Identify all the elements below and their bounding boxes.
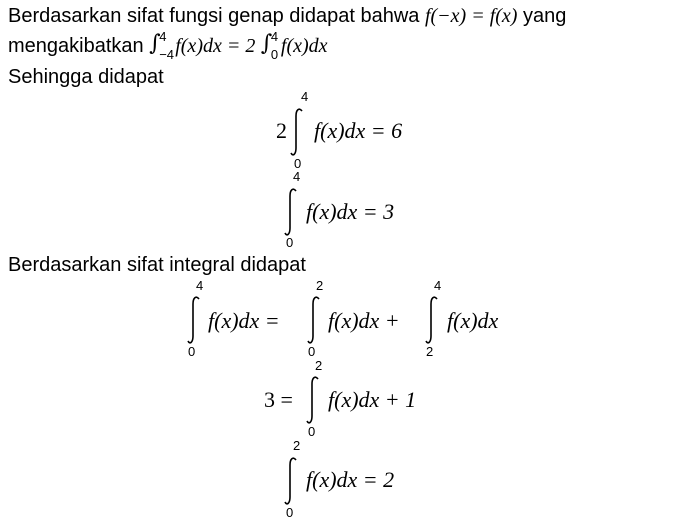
integral-upper-limit: 2 — [316, 278, 324, 293]
integral-lower-limit: 0 — [286, 505, 294, 520]
integral-lower-limit: 0 — [188, 344, 196, 359]
text-line-2 — [8, 29, 328, 62]
inline-integral-1 — [149, 29, 175, 62]
integral-lower-limit: 0 — [308, 424, 316, 439]
integrand-expression: f(x)dx = 2 — [175, 35, 256, 57]
integrand-expression: f(x)dx = 6 — [314, 118, 403, 143]
integral-upper-limit: 4 — [301, 89, 309, 104]
integrand-expression: f(x)dx — [280, 35, 328, 57]
integral-sign-icon — [306, 376, 320, 424]
integral-sign-icon: ∫ — [260, 31, 273, 56]
integrand-expression: f(x)dx + 1 — [328, 387, 417, 412]
integral-sign-icon: ∫ — [149, 31, 161, 56]
integrand-expression: f(x)dx — [447, 308, 499, 333]
integral-upper-limit: 4 — [293, 169, 301, 184]
integrand-expression: f(x)dx + — [328, 308, 400, 333]
sentence-yang: yang — [523, 5, 567, 27]
integral-sign-icon — [284, 457, 298, 505]
sentence-sifat-integral: Berdasarkan sifat integral didapat — [8, 254, 306, 276]
integral-lower-limit: 0 — [294, 156, 302, 171]
integral-sign-icon — [187, 296, 201, 344]
integral-upper-limit: 4 — [434, 278, 442, 293]
integral-lower-limit: 0 — [286, 235, 294, 250]
integral-upper-limit: 4 — [196, 278, 204, 293]
integral-lower-limit: 0 — [308, 344, 316, 359]
integral-sign-icon — [425, 296, 439, 344]
text-line-3 — [8, 65, 164, 89]
sentence-mengakibatkan: mengakibatkan — [8, 35, 144, 57]
text-line-4 — [8, 253, 306, 277]
integrand-expression: f(x)dx = 3 — [306, 199, 395, 224]
text-line-1 — [8, 4, 566, 28]
integral-upper-limit: 2 — [315, 358, 323, 373]
integral-upper-limit: 4 — [159, 29, 167, 44]
sentence-fungsi-genap: Berdasarkan sifat fungsi genap didapat bahwa — [8, 5, 420, 27]
integral-sign-icon — [284, 188, 298, 236]
integral-sign-icon — [307, 296, 321, 344]
integrand-expression: f(x)dx = — [208, 308, 280, 333]
integral-lower-limit: 0 — [270, 47, 279, 62]
inline-integral-2 — [260, 29, 279, 62]
integral-upper-limit: 2 — [293, 438, 301, 453]
integral-lower-limit: 2 — [426, 344, 434, 359]
coefficient: 2 — [276, 118, 287, 143]
integral-lower-limit: −4 — [159, 47, 175, 62]
sentence-sehingga: Sehingga didapat — [8, 66, 164, 88]
math-fungsi-genap: f(−x) = f(x) — [424, 5, 518, 27]
integrand-expression: f(x)dx = 2 — [306, 467, 395, 492]
integral-upper-limit: 4 — [270, 29, 279, 44]
equation-left-side: 3 = — [264, 387, 293, 412]
integral-sign-icon — [290, 108, 304, 156]
